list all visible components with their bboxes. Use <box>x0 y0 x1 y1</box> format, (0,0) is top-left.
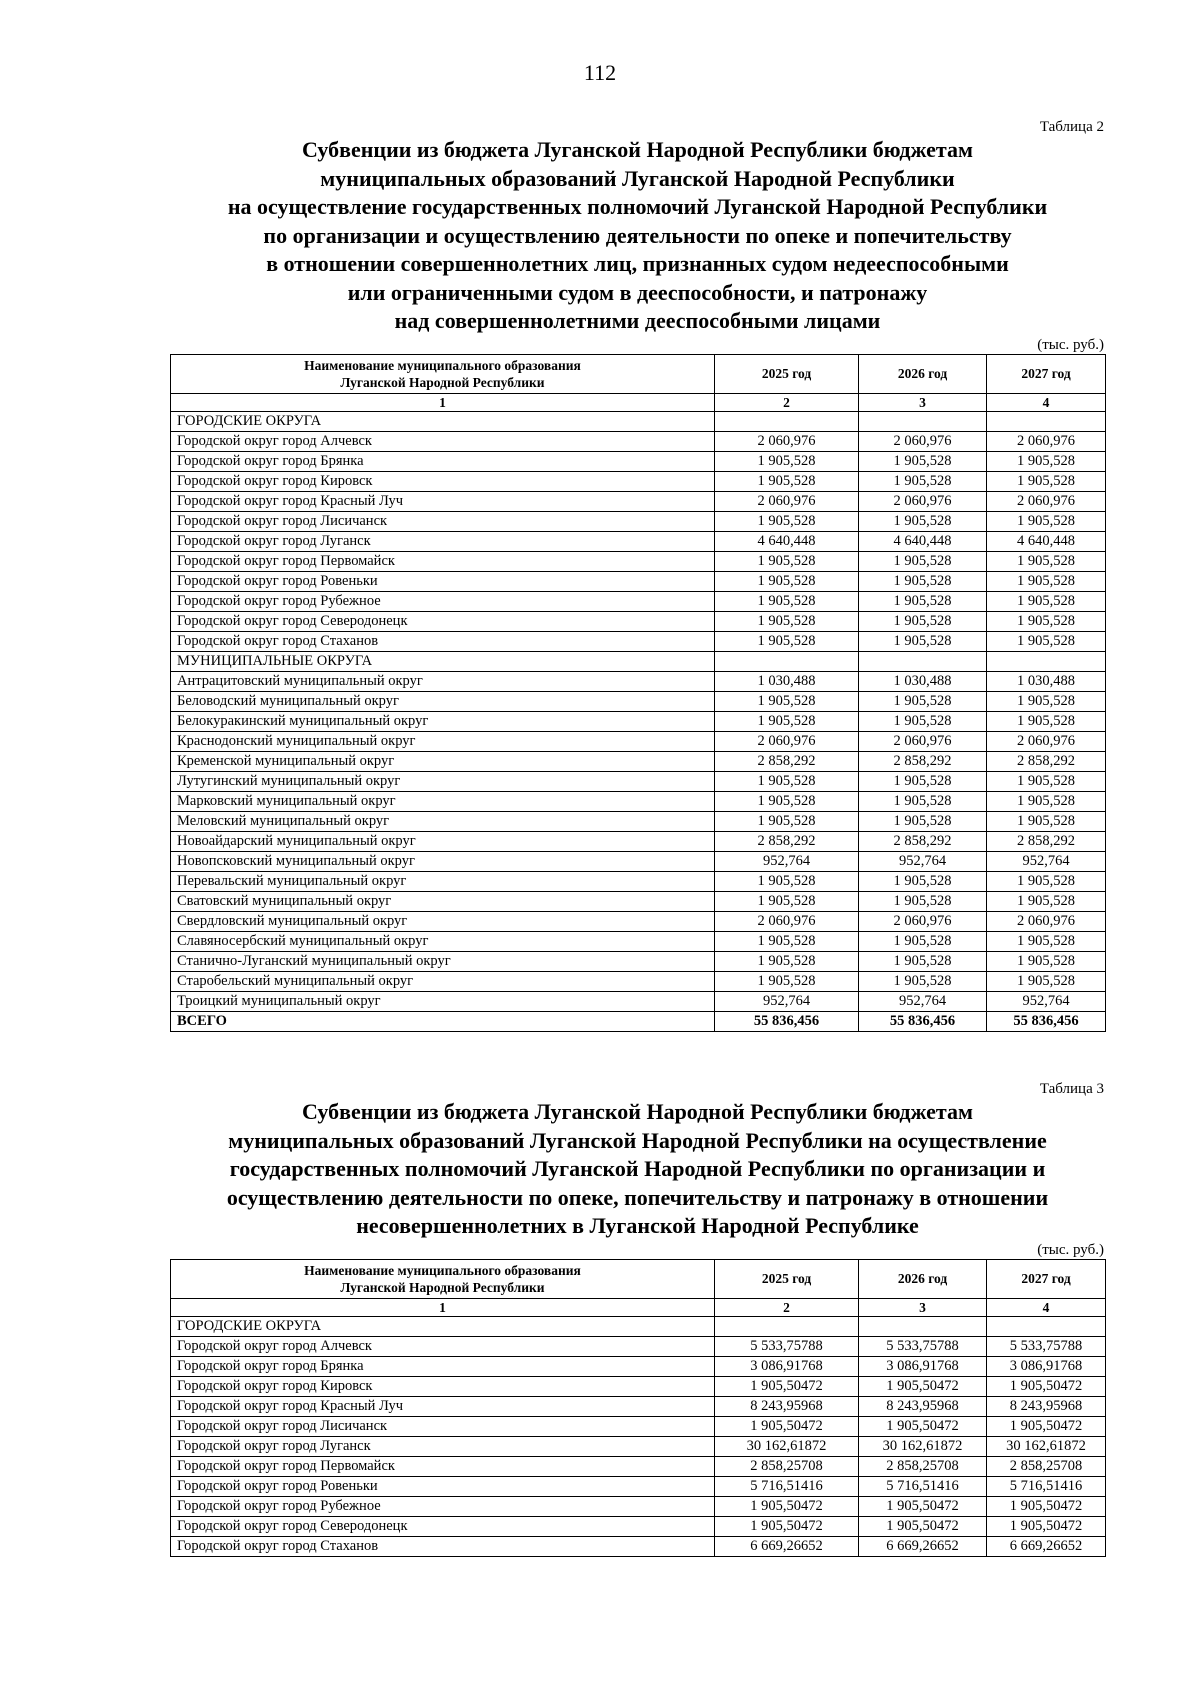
municipality-name: Лутугинский муниципальный округ <box>171 771 715 791</box>
table-row <box>171 1436 1106 1456</box>
column-number: 3 <box>859 1298 987 1316</box>
empty-cell <box>987 651 1106 671</box>
table-row <box>171 1356 1106 1376</box>
value-2025: 1 905,528 <box>715 551 859 571</box>
value-2025: 1 905,528 <box>715 971 859 991</box>
value-2026: 4 640,448 <box>859 531 987 551</box>
municipality-name: Городской округ город Первомайск <box>171 1456 715 1476</box>
value-2025: 1 905,50472 <box>715 1416 859 1436</box>
table-row <box>171 1416 1106 1436</box>
column-number: 4 <box>987 393 1106 411</box>
value-2026: 1 905,528 <box>859 951 987 971</box>
header-name-line1: Наименование муниципального образования <box>304 357 581 373</box>
value-2025: 1 905,528 <box>715 811 859 831</box>
table-row <box>171 1336 1106 1356</box>
municipality-name: Городской округ город Северодонецк <box>171 1516 715 1536</box>
header-name-line1: Наименование муниципального образования <box>304 1262 581 1278</box>
table-row <box>171 1496 1106 1516</box>
value-2026: 2 858,292 <box>859 831 987 851</box>
value-2027: 1 905,528 <box>987 611 1106 631</box>
table-row <box>171 1396 1106 1416</box>
value-2025: 2 858,292 <box>715 751 859 771</box>
table2 <box>170 354 1106 1032</box>
municipality-name: Городской округ город Красный Луч <box>171 1396 715 1416</box>
value-2027: 2 858,25708 <box>987 1456 1106 1476</box>
table-row <box>171 911 1106 931</box>
value-2025: 1 030,488 <box>715 671 859 691</box>
table2-units: (тыс. руб.) <box>1037 336 1104 353</box>
value-2026: 1 905,50472 <box>859 1496 987 1516</box>
value-2027: 2 060,976 <box>987 911 1106 931</box>
table-row <box>171 491 1106 511</box>
value-2027: 1 905,528 <box>987 771 1106 791</box>
table-row <box>171 691 1106 711</box>
municipality-name: Марковский муниципальный округ <box>171 791 715 811</box>
value-2026: 2 858,25708 <box>859 1456 987 1476</box>
municipality-name: Беловодский муниципальный округ <box>171 691 715 711</box>
value-2025: 2 060,976 <box>715 911 859 931</box>
value-2025: 1 905,528 <box>715 471 859 491</box>
section-name: ГОРОДСКИЕ ОКРУГА <box>171 1316 715 1336</box>
table-header-row <box>171 354 1106 393</box>
value-2025: 1 905,528 <box>715 951 859 971</box>
table-row <box>171 451 1106 471</box>
value-2027: 2 060,976 <box>987 491 1106 511</box>
value-2025: 3 086,91768 <box>715 1356 859 1376</box>
table-row <box>171 1476 1106 1496</box>
value-2026: 2 858,292 <box>859 751 987 771</box>
column-number: 1 <box>171 1298 715 1316</box>
value-2027: 5 533,75788 <box>987 1336 1106 1356</box>
municipality-name: Станично-Луганский муниципальный округ <box>171 951 715 971</box>
value-2026: 3 086,91768 <box>859 1356 987 1376</box>
value-2027: 2 858,292 <box>987 751 1106 771</box>
municipality-name: Городской округ город Рубежное <box>171 1496 715 1516</box>
value-2026: 5 716,51416 <box>859 1476 987 1496</box>
value-2026: 2 060,976 <box>859 911 987 931</box>
value-2025: 1 905,528 <box>715 591 859 611</box>
value-2025: 1 905,528 <box>715 451 859 471</box>
value-2027: 2 858,292 <box>987 831 1106 851</box>
municipality-name: Городской округ город Рубежное <box>171 591 715 611</box>
municipality-name: Городской округ город Луганск <box>171 1436 715 1456</box>
empty-cell <box>987 1316 1106 1336</box>
value-2026: 1 905,528 <box>859 711 987 731</box>
value-2025: 2 060,976 <box>715 431 859 451</box>
value-2026: 1 905,528 <box>859 691 987 711</box>
value-2027: 1 905,528 <box>987 891 1106 911</box>
table2-title <box>170 136 1105 336</box>
value-2026: 2 060,976 <box>859 731 987 751</box>
municipality-name: Городской округ город Алчевск <box>171 431 715 451</box>
municipality-name: Новоайдарский муниципальный округ <box>171 831 715 851</box>
title-line: муниципальных образований Луганской Народной Республики <box>320 165 955 191</box>
table3-section <box>170 1080 1105 1557</box>
value-2027: 1 905,528 <box>987 811 1106 831</box>
table-row <box>171 991 1106 1011</box>
table3-title <box>170 1098 1105 1241</box>
value-2027: 1 905,528 <box>987 471 1106 491</box>
value-2027: 1 905,528 <box>987 571 1106 591</box>
table-row <box>171 751 1106 771</box>
header-name-line2: Луганской Народной Республики <box>340 1279 545 1295</box>
value-2025: 2 060,976 <box>715 731 859 751</box>
value-2025: 1 905,528 <box>715 511 859 531</box>
value-2026: 1 905,528 <box>859 971 987 991</box>
value-2027: 1 905,528 <box>987 951 1106 971</box>
municipality-name: Городской округ город Стаханов <box>171 631 715 651</box>
value-2026: 2 060,976 <box>859 491 987 511</box>
empty-cell <box>987 411 1106 431</box>
municipality-name: Городской округ город Алчевск <box>171 1336 715 1356</box>
value-2026: 1 905,528 <box>859 611 987 631</box>
municipality-name: Городской округ город Лисичанск <box>171 511 715 531</box>
title-line: над совершеннолетними дееспособными лицами <box>394 308 881 333</box>
table3 <box>170 1259 1106 1557</box>
value-2026: 1 905,50472 <box>859 1416 987 1436</box>
title-line: Субвенции из бюджета Луганской Народной Республики бюджетам <box>302 1099 973 1124</box>
empty-cell <box>715 1316 859 1336</box>
value-2025: 1 905,528 <box>715 711 859 731</box>
value-2026: 1 905,528 <box>859 451 987 471</box>
value-2026: 8 243,95968 <box>859 1396 987 1416</box>
value-2027: 1 905,528 <box>987 711 1106 731</box>
table-row <box>171 711 1106 731</box>
municipality-name: Городской округ город Луганск <box>171 531 715 551</box>
table3-label: Таблица 3 <box>1039 1081 1104 1097</box>
table2-section <box>170 118 1105 1032</box>
table-row <box>171 871 1106 891</box>
value-2025: 6 669,26652 <box>715 1536 859 1556</box>
title-line: государственных полномочий Луганской Народной Республики по организации и <box>229 1156 1046 1181</box>
value-2025: 1 905,528 <box>715 931 859 951</box>
column-number: 4 <box>987 1298 1106 1316</box>
value-2026: 1 905,528 <box>859 791 987 811</box>
value-2025: 1 905,50472 <box>715 1376 859 1396</box>
municipality-name: Городской округ город Первомайск <box>171 551 715 571</box>
value-2027: 55 836,456 <box>987 1011 1106 1031</box>
title-line: муниципальных образований Луганской Народной Республики на осуществление <box>228 1127 1047 1153</box>
value-2026: 30 162,61872 <box>859 1436 987 1456</box>
table-row <box>171 531 1106 551</box>
value-2025: 1 905,528 <box>715 771 859 791</box>
table-row <box>171 1456 1106 1476</box>
empty-cell <box>859 651 987 671</box>
table2-body <box>171 411 1106 1031</box>
section-name: ГОРОДСКИЕ ОКРУГА <box>171 411 715 431</box>
municipality-name: Белокуракинский муниципальный округ <box>171 711 715 731</box>
section-name: МУНИЦИПАЛЬНЫЕ ОКРУГА <box>171 651 715 671</box>
page-number: 112 <box>583 60 617 85</box>
value-2025: 1 905,528 <box>715 891 859 911</box>
value-2027: 1 905,528 <box>987 551 1106 571</box>
title-line: несовершеннолетних в Луганской Народной Республике <box>356 1213 919 1238</box>
column-numbers-row <box>171 1298 1106 1316</box>
table-header-row <box>171 1259 1106 1298</box>
table-row <box>171 551 1106 571</box>
value-2027: 5 716,51416 <box>987 1476 1106 1496</box>
value-2025: 1 905,50472 <box>715 1496 859 1516</box>
municipality-name: Городской округ город Северодонецк <box>171 611 715 631</box>
value-2025: 1 905,528 <box>715 691 859 711</box>
value-2027: 4 640,448 <box>987 531 1106 551</box>
table-row <box>171 631 1106 651</box>
table-row <box>171 471 1106 491</box>
table-row <box>171 1536 1106 1556</box>
value-2025: 1 905,528 <box>715 611 859 631</box>
header-2026: 2026 год <box>859 1259 987 1298</box>
value-2025: 952,764 <box>715 991 859 1011</box>
value-2026: 1 905,528 <box>859 591 987 611</box>
column-numbers-row <box>171 393 1106 411</box>
value-2026: 5 533,75788 <box>859 1336 987 1356</box>
value-2026: 1 905,528 <box>859 571 987 591</box>
municipality-name: Городской округ город Кировск <box>171 1376 715 1396</box>
section-row <box>171 1316 1106 1336</box>
value-2027: 8 243,95968 <box>987 1396 1106 1416</box>
table-row <box>171 931 1106 951</box>
total-row <box>171 1011 1106 1031</box>
value-2026: 1 905,50472 <box>859 1376 987 1396</box>
value-2027: 952,764 <box>987 851 1106 871</box>
municipality-name: Городской округ город Брянка <box>171 1356 715 1376</box>
title-line: осуществлению деятельности по опеке, попечительству и патронажу в отношении <box>226 1184 1049 1210</box>
table-row <box>171 791 1106 811</box>
table3-units: (тыс. руб.) <box>1037 1241 1104 1258</box>
table-row <box>171 611 1106 631</box>
value-2027: 6 669,26652 <box>987 1536 1106 1556</box>
value-2026: 6 669,26652 <box>859 1536 987 1556</box>
value-2027: 1 905,50472 <box>987 1416 1106 1436</box>
value-2027: 1 905,528 <box>987 511 1106 531</box>
value-2026: 1 905,528 <box>859 471 987 491</box>
table-row <box>171 571 1106 591</box>
value-2025: 2 060,976 <box>715 491 859 511</box>
value-2026: 1 905,528 <box>859 891 987 911</box>
table-row <box>171 671 1106 691</box>
value-2026: 1 905,528 <box>859 551 987 571</box>
value-2027: 1 905,50472 <box>987 1496 1106 1516</box>
header-2027: 2027 год <box>987 1259 1106 1298</box>
municipality-name: Городской округ город Ровеньки <box>171 1476 715 1496</box>
municipality-name: Городской округ город Кировск <box>171 471 715 491</box>
value-2025: 8 243,95968 <box>715 1396 859 1416</box>
municipality-name: Городской округ город Стаханов <box>171 1536 715 1556</box>
municipality-name: ВСЕГО <box>171 1011 715 1031</box>
value-2026: 55 836,456 <box>859 1011 987 1031</box>
section-row <box>171 651 1106 671</box>
value-2027: 1 905,528 <box>987 591 1106 611</box>
title-line: на осуществление государственных полномочий Луганской Народной Республики <box>227 194 1048 219</box>
table2-label: Таблица 2 <box>1039 119 1104 135</box>
value-2026: 1 905,528 <box>859 931 987 951</box>
value-2026: 1 905,528 <box>859 631 987 651</box>
value-2027: 1 905,528 <box>987 691 1106 711</box>
section-row <box>171 411 1106 431</box>
table-row <box>171 831 1106 851</box>
municipality-name: Свердловский муниципальный округ <box>171 911 715 931</box>
title-line: или ограниченными судом в дееспособности, и патронажу <box>347 279 928 305</box>
title-line: по организации и осуществлению деятельности по опеке и попечительству <box>263 222 1012 248</box>
value-2027: 2 060,976 <box>987 431 1106 451</box>
table-row <box>171 951 1106 971</box>
title-line: в отношении совершеннолетних лиц, признанных судом недееспособными <box>266 251 1009 276</box>
value-2025: 4 640,448 <box>715 531 859 551</box>
header-2025: 2025 год <box>715 1259 859 1298</box>
value-2025: 5 533,75788 <box>715 1336 859 1356</box>
value-2026: 1 905,528 <box>859 771 987 791</box>
header-2025: 2025 год <box>715 354 859 393</box>
table-row <box>171 591 1106 611</box>
header-name-line2: Луганской Народной Республики <box>340 374 545 390</box>
column-number: 2 <box>715 1298 859 1316</box>
value-2026: 952,764 <box>859 851 987 871</box>
value-2026: 1 905,528 <box>859 511 987 531</box>
municipality-name: Старобельский муниципальный округ <box>171 971 715 991</box>
table-row <box>171 851 1106 871</box>
municipality-name: Славяносербский муниципальный округ <box>171 931 715 951</box>
table3-body <box>171 1316 1106 1556</box>
value-2026: 1 905,528 <box>859 871 987 891</box>
value-2027: 1 905,528 <box>987 791 1106 811</box>
municipality-name: Меловский муниципальный округ <box>171 811 715 831</box>
table-row <box>171 971 1106 991</box>
value-2027: 1 905,50472 <box>987 1516 1106 1536</box>
empty-cell <box>859 411 987 431</box>
value-2027: 1 905,528 <box>987 971 1106 991</box>
municipality-name: Городской округ город Брянка <box>171 451 715 471</box>
municipality-name: Антрацитовский муниципальный округ <box>171 671 715 691</box>
table-row <box>171 1376 1106 1396</box>
value-2027: 1 905,528 <box>987 451 1106 471</box>
value-2027: 1 030,488 <box>987 671 1106 691</box>
value-2026: 952,764 <box>859 991 987 1011</box>
value-2027: 3 086,91768 <box>987 1356 1106 1376</box>
value-2025: 952,764 <box>715 851 859 871</box>
value-2025: 5 716,51416 <box>715 1476 859 1496</box>
municipality-name: Кременской муниципальный округ <box>171 751 715 771</box>
municipality-name: Краснодонский муниципальный округ <box>171 731 715 751</box>
value-2027: 1 905,528 <box>987 631 1106 651</box>
title-line: Субвенции из бюджета Луганской Народной Республики бюджетам <box>302 137 973 162</box>
table-row <box>171 891 1106 911</box>
table-row <box>171 771 1106 791</box>
empty-cell <box>715 411 859 431</box>
value-2025: 1 905,50472 <box>715 1516 859 1536</box>
column-number: 3 <box>859 393 987 411</box>
value-2025: 2 858,25708 <box>715 1456 859 1476</box>
value-2025: 30 162,61872 <box>715 1436 859 1456</box>
value-2027: 1 905,528 <box>987 931 1106 951</box>
table-row <box>171 731 1106 751</box>
municipality-name: Сватовский муниципальный округ <box>171 891 715 911</box>
empty-cell <box>859 1316 987 1336</box>
value-2026: 1 030,488 <box>859 671 987 691</box>
table-row <box>171 1516 1106 1536</box>
empty-cell <box>715 651 859 671</box>
value-2027: 2 060,976 <box>987 731 1106 751</box>
municipality-name: Троицкий муниципальный округ <box>171 991 715 1011</box>
column-number: 1 <box>171 393 715 411</box>
value-2025: 2 858,292 <box>715 831 859 851</box>
header-name <box>171 1259 715 1298</box>
value-2026: 1 905,528 <box>859 811 987 831</box>
column-number: 2 <box>715 393 859 411</box>
value-2027: 30 162,61872 <box>987 1436 1106 1456</box>
header-name <box>171 354 715 393</box>
header-2026: 2026 год <box>859 354 987 393</box>
value-2027: 952,764 <box>987 991 1106 1011</box>
municipality-name: Городской округ город Красный Луч <box>171 491 715 511</box>
value-2025: 1 905,528 <box>715 631 859 651</box>
table-row <box>171 431 1106 451</box>
value-2026: 2 060,976 <box>859 431 987 451</box>
value-2027: 1 905,50472 <box>987 1376 1106 1396</box>
municipality-name: Перевальский муниципальный округ <box>171 871 715 891</box>
value-2025: 1 905,528 <box>715 871 859 891</box>
municipality-name: Городской округ город Лисичанск <box>171 1416 715 1436</box>
table-row <box>171 511 1106 531</box>
header-2027: 2027 год <box>987 354 1106 393</box>
value-2025: 55 836,456 <box>715 1011 859 1031</box>
value-2026: 1 905,50472 <box>859 1516 987 1536</box>
value-2027: 1 905,528 <box>987 871 1106 891</box>
value-2025: 1 905,528 <box>715 571 859 591</box>
municipality-name: Городской округ город Ровеньки <box>171 571 715 591</box>
value-2025: 1 905,528 <box>715 791 859 811</box>
table-row <box>171 811 1106 831</box>
municipality-name: Новопсковский муниципальный округ <box>171 851 715 871</box>
